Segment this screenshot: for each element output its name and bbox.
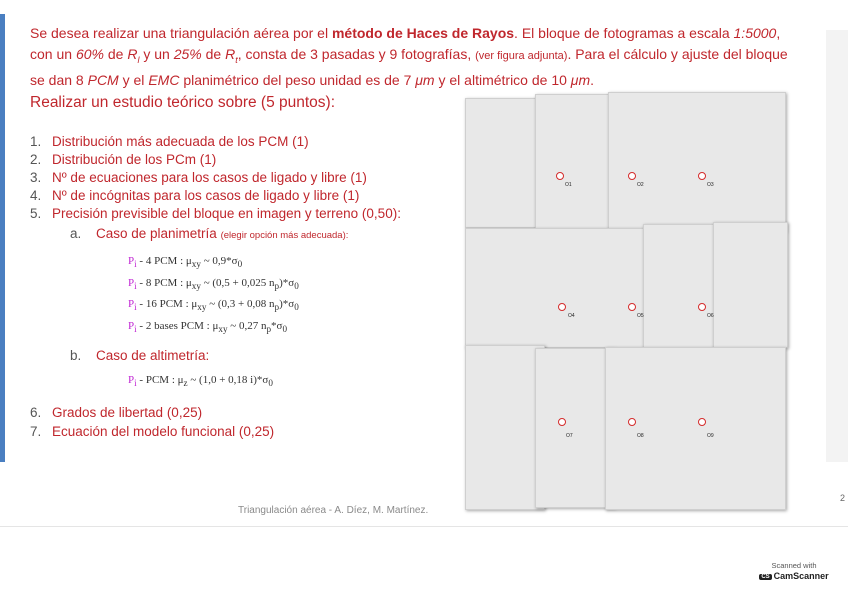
projection-center-o2 bbox=[628, 172, 636, 180]
list-item-6: 6. Grados de libertad (0,25) bbox=[30, 405, 203, 420]
projection-center-o5 bbox=[628, 303, 636, 311]
right-edge-strip bbox=[826, 30, 848, 462]
label-o8: O8 bbox=[637, 433, 644, 439]
label-o9: O9 bbox=[707, 433, 714, 439]
formula-2-bases-pcm: $P_i - 2$ bases PCM : $\mu_{xy}$ ~ 0,27 $n_p*\sigma_0$ bbox=[128, 320, 288, 335]
formula-8-pcm: $P_i - 8$ PCM : $\mu_{xy}$ ~ (0,5 + 0,025 $n_p)*\sigma_0$ bbox=[128, 277, 299, 292]
label-o6: O6 bbox=[707, 313, 714, 319]
photo-strip3-right bbox=[605, 347, 786, 510]
label-o5: O5 bbox=[637, 313, 644, 319]
camscanner-brand: CS CamScanner bbox=[761, 571, 829, 581]
case-altimetria: b. Caso de altimetría: bbox=[70, 348, 210, 363]
list-item-5: 5. Precisión previsible del bloque en imagen y terreno (0,50): bbox=[30, 206, 401, 221]
projection-center-o9 bbox=[698, 418, 706, 426]
projection-center-o1 bbox=[556, 172, 564, 180]
label-o1: O1 bbox=[565, 182, 572, 188]
scanned-with-label: Scanned with bbox=[771, 561, 817, 570]
photo-strip1-mid bbox=[535, 94, 615, 230]
photo-strip3-left bbox=[465, 345, 545, 510]
slide-footer: Triangulación aérea - A. Díez, M. Martínez. bbox=[238, 505, 429, 516]
list-item-3: 3. Nº de ecuaciones para los casos de ligado y libre (1) bbox=[30, 170, 367, 185]
formula-16-pcm: $P_i - 16$ PCM : $\mu_{xy}$ ~ (0,3 + 0,08 $n_p)*\sigma_0$ bbox=[128, 298, 299, 313]
projection-center-o8 bbox=[628, 418, 636, 426]
label-o7: O7 bbox=[566, 433, 573, 439]
projection-center-o3 bbox=[698, 172, 706, 180]
label-o2: O2 bbox=[637, 182, 644, 188]
list-item-2: 2. Distribución de los PCm (1) bbox=[30, 152, 217, 167]
projection-center-o7 bbox=[558, 418, 566, 426]
task-heading: Realizar un estudio teórico sobre (5 puntos): bbox=[30, 94, 335, 111]
photo-strip3-mid bbox=[535, 348, 615, 508]
photo-strip1-left bbox=[465, 98, 545, 228]
formula-altimetria: $P_i$ - PCM : $\mu_z$ ~ (1,0 + 0,18 $i)*\sigma_0$ bbox=[128, 374, 273, 389]
photo-strip2-right bbox=[713, 222, 788, 348]
list-item-1: 1. Distribución más adecuada de los PCM (1) bbox=[30, 134, 309, 149]
left-accent-bar bbox=[0, 14, 5, 462]
camscanner-logo-icon: CS bbox=[761, 574, 770, 580]
list-item-4: 4. Nº de incógnitas para los casos de ligado y libre (1) bbox=[30, 188, 360, 203]
formula-4-pcm: $P_i - 4$ PCM : $\mu_{xy}$ ~ $0,9*\sigma_0$ bbox=[128, 255, 243, 270]
problem-statement: Se desea realizar una triangulación aérea por el método de Haces de Rayos. El bloque de fotogramas a escala 1:5000, con un 60% de $R_l$ y un 25% de $R_t$, consta de 3 pasadas y 9 fotografías, (ver figura adjunta). Para el cálculo y ajuste del bloque se dan 8 PCM y el EMC planimétrico del peso unidad es de 7 μm y el altimétrico de 10 μm. bbox=[30, 25, 788, 88]
list-item-7: 7. Ecuación del modelo funcional (0,25) bbox=[30, 424, 275, 439]
photo-strip2-left bbox=[465, 228, 645, 348]
projection-center-o4 bbox=[558, 303, 566, 311]
camscanner-watermark bbox=[756, 561, 832, 581]
page-divider bbox=[0, 526, 848, 527]
label-o4: O4 bbox=[568, 313, 575, 319]
label-o3: O3 bbox=[707, 182, 714, 188]
photo-strip2-mid bbox=[643, 224, 723, 348]
photo-strip1-right bbox=[608, 92, 786, 232]
page-number: 2 bbox=[840, 493, 846, 503]
case-planimetria: a. Caso de planimetría (elegir opción más adecuada): bbox=[70, 226, 349, 241]
projection-center-o6 bbox=[698, 303, 706, 311]
